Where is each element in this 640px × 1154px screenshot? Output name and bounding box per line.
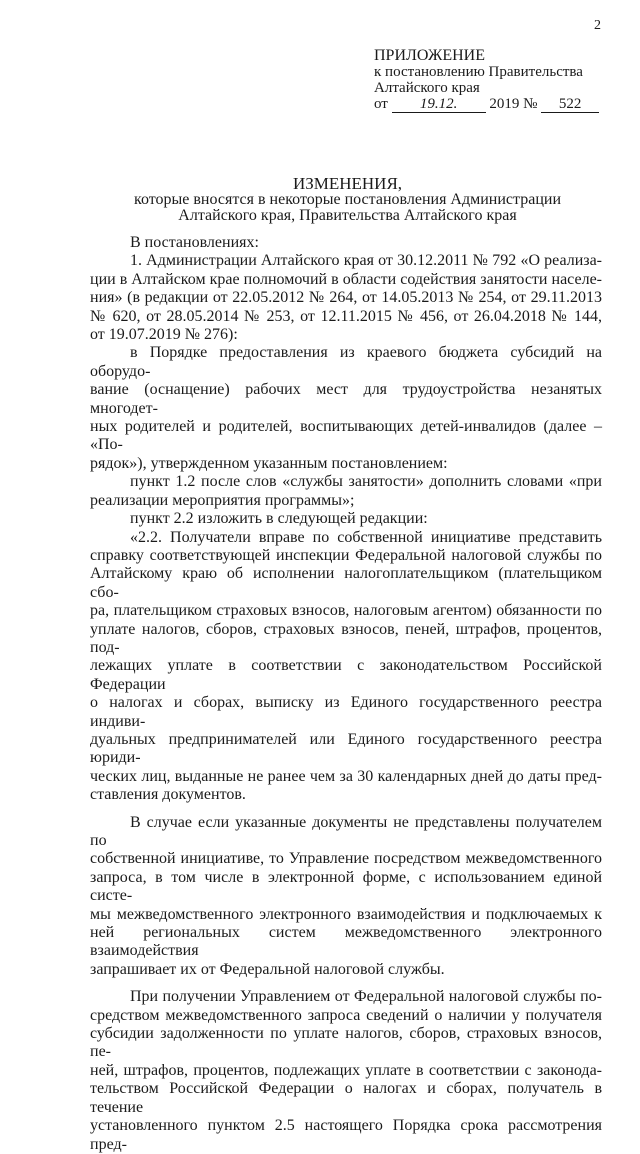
- document-body: [90, 234, 602, 1154]
- body-line: о налогах и сборах, выписку из Единого государственного реестра индиви-: [90, 694, 602, 730]
- appendix-line-2: Алтайского края: [374, 80, 480, 96]
- appendix-block: [374, 48, 599, 113]
- body-line: пункт 1.2 после слов «службы занятости» дополнить словами «при: [130, 473, 602, 491]
- body-line: средством межведомственного запроса сведений о наличии у получателя: [90, 1006, 602, 1024]
- body-line: рядок»), утвержденном указанным постановлением:: [90, 454, 448, 472]
- body-line: «2.2. Получатели вправе по собственной инициативе представить: [130, 528, 602, 546]
- title-main: ИЗМЕНЕНИЯ,: [292, 174, 403, 193]
- body-line: При получении Управлением от Федеральной налоговой службы по-: [130, 988, 602, 1006]
- title-sub-1: которые вносятся в некоторые постановления Администрации: [133, 191, 562, 208]
- body-line: ных родителей и родителей, воспитывающих детей-инвалидов (далее – «По-: [90, 418, 602, 454]
- body-line: 1. Администрации Алтайского края от 30.12.2011 № 792 «О реализа-: [130, 252, 602, 270]
- number-label: №: [523, 96, 538, 112]
- body-line: В постановлениях:: [130, 234, 259, 251]
- body-line: субсидии задолженности по уплате налогов, сборов, страховых взносов, пе-: [90, 1025, 602, 1061]
- body-line: дуальных предпринимателей или Единого государственного реестра юриди-: [90, 730, 602, 767]
- number-field: 522: [541, 96, 599, 113]
- body-line: ра, плательщиком страховых взносов, налоговым агентом) обязанности по: [90, 602, 602, 620]
- body-line: ставления документов.: [90, 786, 246, 804]
- body-line: № 620, от 28.05.2014 № 253, от 12.11.2015 № 456, от 26.04.2018 № 144,: [90, 307, 602, 325]
- document-title: [90, 176, 605, 224]
- body-line: ческих лиц, выданные не ранее чем за 30 календарных дней до даты пред-: [90, 767, 602, 785]
- body-line: ней региональных систем межведомственного электронного взаимодействия: [90, 924, 602, 960]
- body-line: тельством Российской Федерации о налогах и сборах, получатель в течение: [90, 1080, 602, 1116]
- from-label: от: [374, 96, 388, 112]
- body-line: реализации мероприятия программы»;: [90, 491, 355, 509]
- body-line: установленного пунктом 2.5 настоящего Порядка срока рассмотрения пред-: [90, 1117, 602, 1153]
- appendix-line-1: к постановлению Правительства: [374, 64, 583, 80]
- appendix-date-line: [374, 96, 599, 113]
- body-line: запрашивает их от Федеральной налоговой службы.: [90, 960, 445, 978]
- title-sub-2: Алтайского края, Правительства Алтайского края: [178, 207, 517, 224]
- body-line: справку соответствующей инспекции Федеральной налоговой службы по: [90, 546, 602, 564]
- body-line: в Порядке предоставления из краевого бюджета субсидий на оборудо-: [90, 344, 602, 380]
- appendix-heading: ПРИЛОЖЕНИЕ: [374, 47, 486, 64]
- body-line: собственной инициативе, то Управление посредством межведомственного: [90, 850, 602, 868]
- body-line: запроса, в том числе в электронной форме, с использованием единой систе-: [90, 868, 602, 905]
- body-line: В случае если указанные документы не представлены получателем по: [90, 813, 602, 849]
- body-line: ции в Алтайском крае полномочий в области содействия занятости населе-: [90, 270, 602, 288]
- page-number: 2: [594, 18, 601, 33]
- body-line: мы межведомственного электронного взаимодействия и подключаемых к: [90, 905, 602, 923]
- body-line: ния» (в редакции от 22.05.2012 № 264, от 14.05.2013 № 254, от 29.11.2013: [90, 289, 602, 307]
- body-line: уплате налогов, сборов, страховых взносов, пеней, штрафов, процентов, под-: [90, 620, 602, 656]
- body-line: ней, штрафов, процентов, подлежащих уплате в соответствии с законода-: [90, 1061, 602, 1079]
- body-line: вание (оснащение) рабочих мест для трудоустройства незанятых многодет-: [90, 381, 602, 417]
- body-line: лежащих уплате в соответствии с законодательством Российской Федерации: [90, 657, 602, 693]
- body-line: от 19.07.2019 № 276):: [90, 326, 238, 344]
- body-line: пункт 2.2 изложить в следующей редакции:: [130, 510, 428, 528]
- year: 2019: [489, 96, 520, 112]
- date-field: 19.12.: [392, 96, 486, 113]
- body-line: Алтайскому краю об исполнении налогоплательщиком (плательщиком сбо-: [90, 565, 602, 601]
